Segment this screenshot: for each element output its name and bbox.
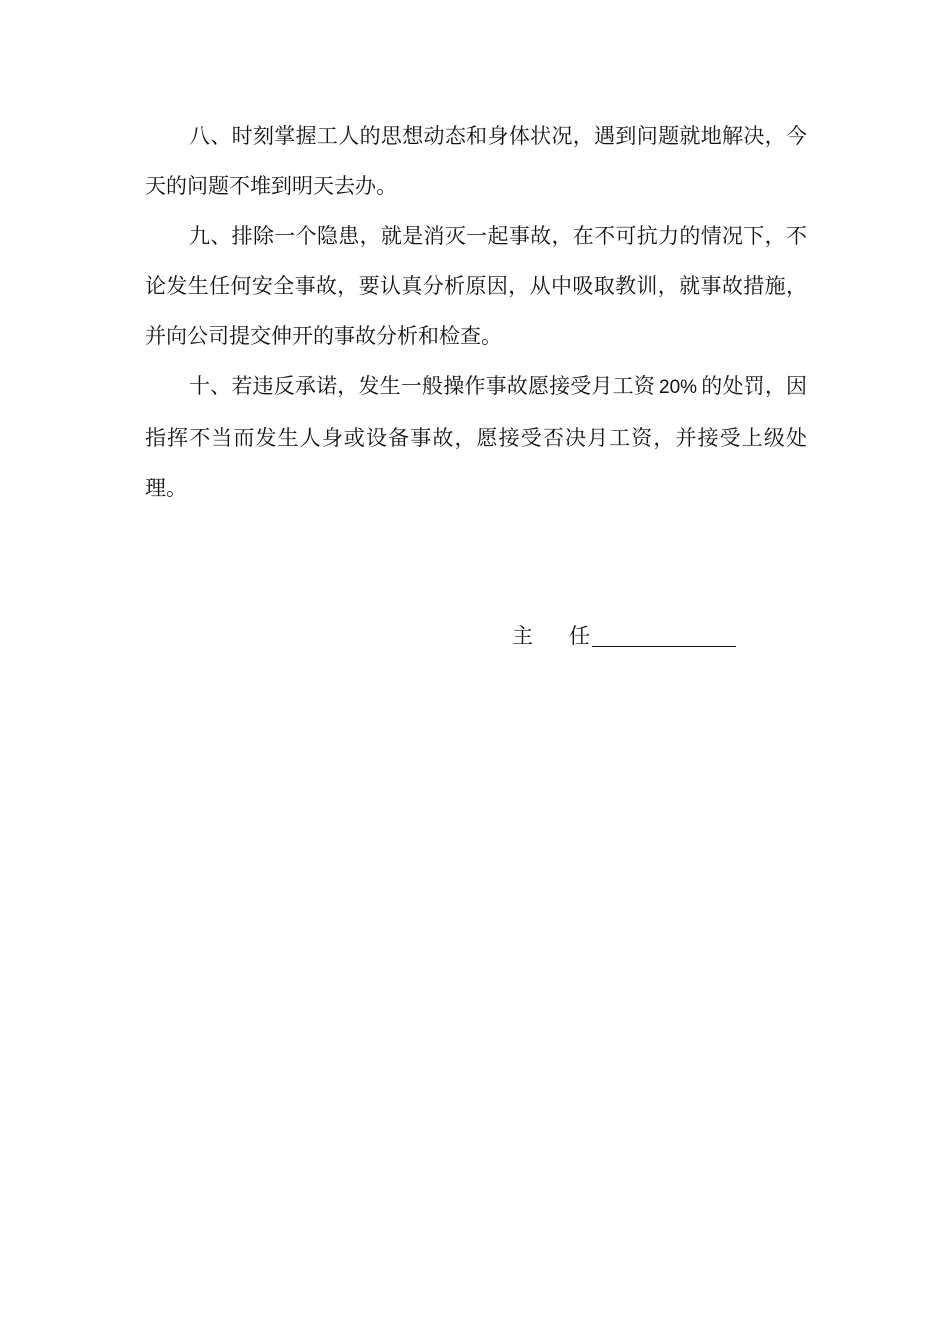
signature-label-ren: 任	[569, 624, 590, 648]
clause-10-text-before: 十、若违反承诺，发生一般操作事故愿接受月工资	[189, 374, 656, 398]
commitment-body	[145, 111, 807, 513]
penalty-percent: 20%	[659, 377, 698, 398]
signature-label-zhu: 主	[512, 624, 533, 648]
clause-10-text-after: 的处罚，因指挥不当而发生人身或设备事故，愿接受否决月工资，并接受上级处理。	[145, 374, 807, 500]
clause-8: 八、时刻掌握工人的思想动态和身体状况，遇到问题就地解决，今天的问题不堆到明天去办。	[145, 124, 807, 198]
clause-9: 九、排除一个隐患，就是消灭一起事故，在不可抗力的情况下，不论发生任何安全事故，要认真分析原因，从中吸取教训，就事故措施，并向公司提交伸开的事故分析和检查。	[145, 224, 807, 348]
clause-10	[145, 361, 807, 513]
signature-line[interactable]	[592, 624, 736, 647]
director-signature-block	[512, 610, 736, 660]
